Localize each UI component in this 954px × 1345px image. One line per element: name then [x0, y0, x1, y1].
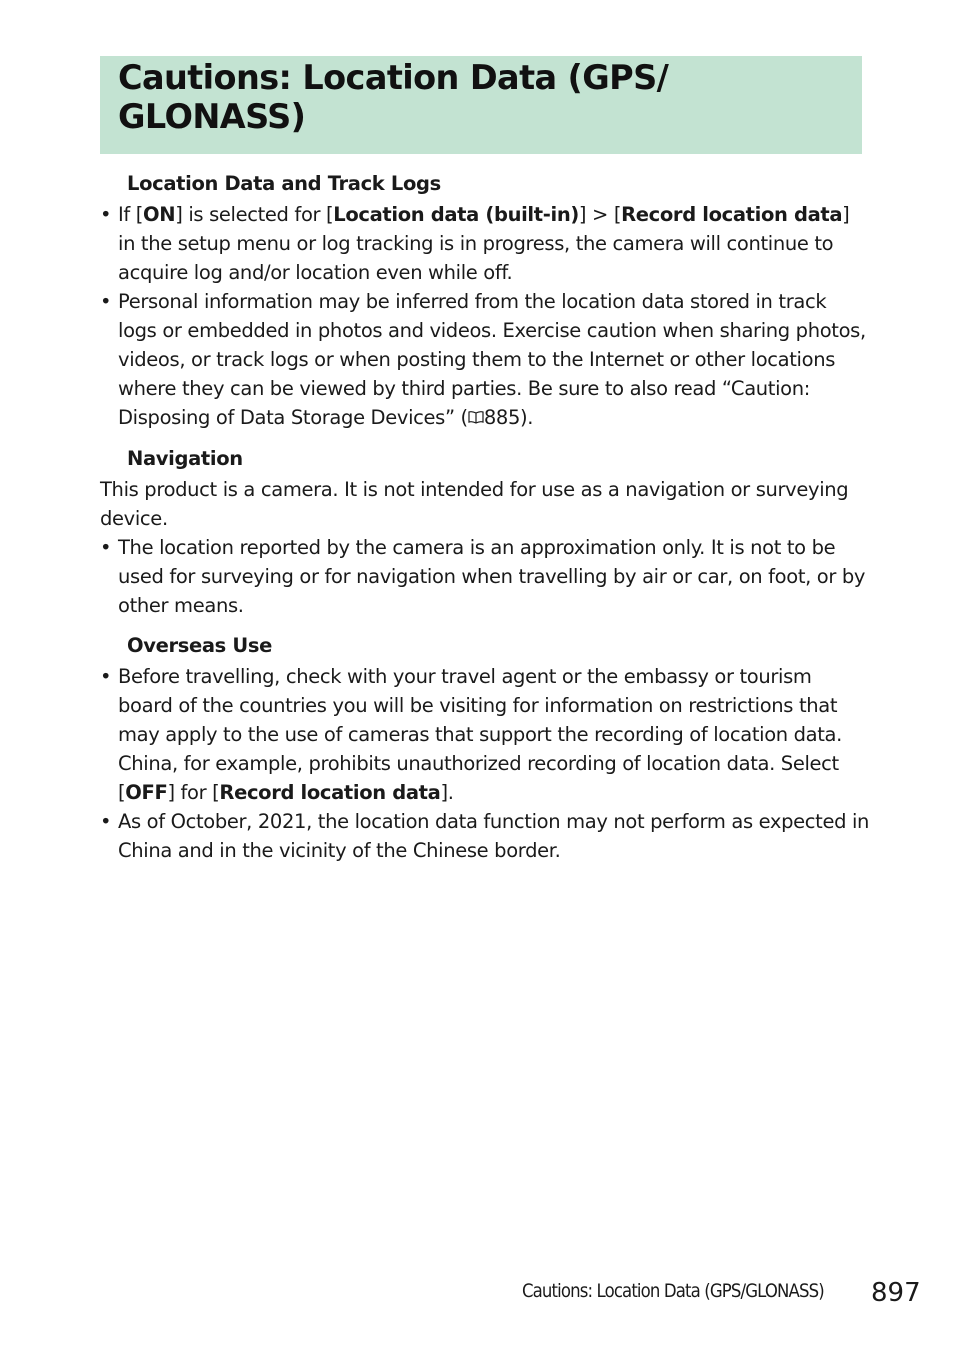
- page-reference-link[interactable]: 885: [483, 406, 520, 429]
- bullet-icon: •: [100, 290, 112, 313]
- section-heading: Overseas Use: [127, 634, 272, 657]
- list-item: [100, 662, 870, 807]
- text-run: ] > [: [578, 203, 622, 226]
- text-run: ).: [520, 406, 534, 429]
- text-run: Personal information may be inferred from the location data stored in track logs or embedded in photos and videos. Exercise caution when sharing photos, videos, or track logs or when posting them to the Internet or other locations where they can be viewed by third parties. Be sure to also read “Caution: Disposing of Data Storage Devices” (: [118, 290, 866, 429]
- bullet-icon: •: [100, 665, 112, 688]
- list-item: [100, 533, 870, 620]
- bullet-icon: •: [100, 536, 112, 559]
- title-banner: [100, 56, 862, 154]
- bullet-icon: •: [100, 203, 112, 226]
- section-navigation: [100, 443, 870, 620]
- text-run: As of October, 2021, the location data function may not perform as expected in China and in the vicinity of the Chinese border.: [118, 810, 870, 862]
- list-item: [100, 807, 870, 865]
- bullet-icon: •: [100, 810, 112, 833]
- footer-section-title: Cautions: Location Data (GPS/GLONASS): [522, 1280, 824, 1302]
- text-run: ] for [: [167, 781, 220, 804]
- page-number: 897: [871, 1278, 921, 1308]
- bullet-list: [100, 200, 870, 433]
- text-run: Before travelling, check with your travel agent or the embassy or tourism board of the countries you will be visiting for information on restrictions that may apply to the use of cameras that support the recording of location data. China, for example, prohibits unauthorized recording of location data. Select [: [118, 665, 843, 804]
- text-run: ] is selected for [: [175, 203, 334, 226]
- paragraph: This product is a camera. It is not intended for use as a navigation or surveying device.: [100, 478, 849, 530]
- text-run: ] in the setup menu or log tracking is in progress, the camera will continue to acquire log and/or location even while off.: [118, 203, 850, 284]
- text-run: The location reported by the camera is an approximation only. It is not to be used for surveying or for navigation when travelling by air or car, on foot, or by other means.: [118, 536, 866, 617]
- page-footer: [522, 1278, 922, 1314]
- bullet-list: [100, 662, 870, 865]
- list-item: [100, 287, 870, 433]
- section-overseas-use: [100, 630, 870, 865]
- menu-item-label: Record location data: [219, 781, 441, 804]
- menu-item-label: Record location data: [621, 203, 843, 226]
- text-run: If [: [118, 203, 144, 226]
- list-item: [100, 200, 870, 287]
- book-reference-icon: [468, 404, 484, 433]
- section-heading: Location Data and Track Logs: [127, 172, 441, 195]
- menu-option-label: OFF: [125, 781, 168, 804]
- menu-option-label: ON: [143, 203, 176, 226]
- menu-item-label: Location data (built-in): [333, 203, 579, 226]
- text-run: ].: [440, 781, 454, 804]
- bullet-list: [100, 533, 870, 620]
- section-heading: Navigation: [127, 447, 243, 470]
- page-title: Cautions: Location Data (GPS/ GLONASS): [118, 58, 669, 136]
- document-body: [100, 168, 870, 875]
- section-location-track-logs: [100, 168, 870, 433]
